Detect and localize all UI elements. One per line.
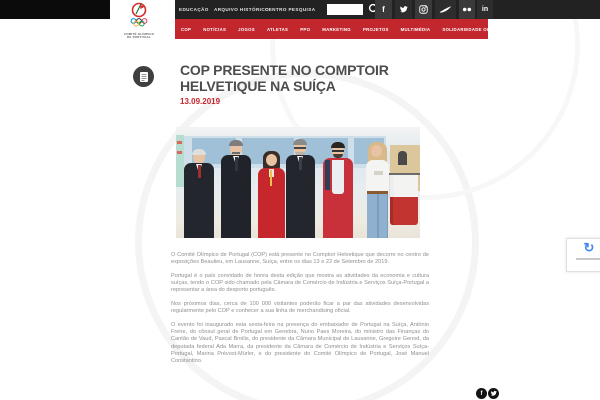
main-nav <box>175 19 507 39</box>
cop-logo[interactable] <box>114 2 164 44</box>
search-input[interactable] <box>327 4 363 15</box>
swoosh-social-icon[interactable] <box>435 0 456 19</box>
nav-multimedia[interactable]: MULTIMÉDIA <box>400 26 431 32</box>
cop-logo-text-line1: COMITÉ OLÍMPICO <box>123 32 155 36</box>
topnav-centro-pesquisa[interactable]: CENTRO PESQUISA <box>265 7 316 12</box>
top-left-black-strip <box>0 0 110 19</box>
topnav-arquivo-historico[interactable]: ARQUIVO HISTÓRICO <box>214 7 270 12</box>
recaptcha-text-line <box>576 258 600 260</box>
twitter-icon[interactable] <box>395 0 412 19</box>
instagram-icon[interactable] <box>415 0 432 19</box>
nav-noticias[interactable]: NOTÍCIAS <box>203 26 227 32</box>
nav-atletas[interactable]: ATLETAS <box>266 26 289 32</box>
nav-marketing[interactable]: MARKETING <box>322 26 351 32</box>
flickr-icon[interactable] <box>459 0 475 19</box>
news-article-icon <box>133 66 154 87</box>
article-date: 13.09.2019 <box>180 97 221 106</box>
article-paragraph: O evento foi inaugurado esta sexta-feira na presença do embaixador de Portugal na Suíça, António Freire, do cônsul geral de Portugal em Genebra, Nuno Paes Moreira, do ministro das Finanças do Cantão de Vaud, Pascal Broilis, do presidente da Câmara Municipal de Lausanne, Gregoire Genod, da deputada federal Ada Marra, da presidente da Câmara de Comércio de Indústria e Serviços Suíça-Portugal, Marina Prévost-Mürler, e do presidente do Comité Olímpico de Portugal, José Manuel Constantino. <box>171 321 429 364</box>
recaptcha-icon: ↻ <box>583 240 595 255</box>
nav-solidariedade-olimpica[interactable]: SOLIDARIEDADE OLÍMPICA <box>442 26 507 32</box>
nav-projetos[interactable]: PROJETOS <box>362 26 389 32</box>
topnav-educacao[interactable]: EDUCAÇÃO <box>179 7 209 12</box>
nav-cop[interactable]: COP <box>181 26 192 32</box>
nav-ppo[interactable]: PPO <box>300 26 311 32</box>
nav-jogos[interactable]: JOGOS <box>238 26 255 32</box>
article-paragraph: O Comité Olímpico de Portugal (COP) está presente no Comptoir Helvetique que decorre no centro de exposições Beaulieu, em Lausanne, Suíça, entre os dias 13 e 22 de Setembro de 2019. <box>171 252 429 266</box>
page-title: COP PRESENTE NO COMPTOIR HELVETIQUE NA SUÍÇA <box>180 62 389 94</box>
article-paragraph: Portugal é o país convidado de honra desta edição que mostra as atividades da economia e cultura suíças, tendo o COP sido chamado pela Câmara de Comércio de Indústria e Serviços Suíça-Portugal a representar a área do desporto português. <box>171 272 429 294</box>
recaptcha-badge[interactable] <box>566 238 600 272</box>
article-paragraph: Nos próximos dias, cerca de 100 000 visitantes poderão ficar a par das atividades desenvolvidas regularmente pelo COP e conhecer a sua linha de merchandising oficial. <box>171 301 429 315</box>
cop-logo-emblem <box>114 2 164 28</box>
top-utility-bar <box>175 0 600 19</box>
article-photo <box>176 127 420 238</box>
linkedin-icon[interactable]: in <box>477 0 493 19</box>
facebook-icon[interactable]: f <box>375 0 392 19</box>
share-twitter-button[interactable] <box>488 388 499 399</box>
article-body <box>171 252 429 372</box>
share-facebook-button[interactable]: f <box>476 388 487 399</box>
cop-logo-text-line2: DE PORTUGAL <box>126 35 152 40</box>
